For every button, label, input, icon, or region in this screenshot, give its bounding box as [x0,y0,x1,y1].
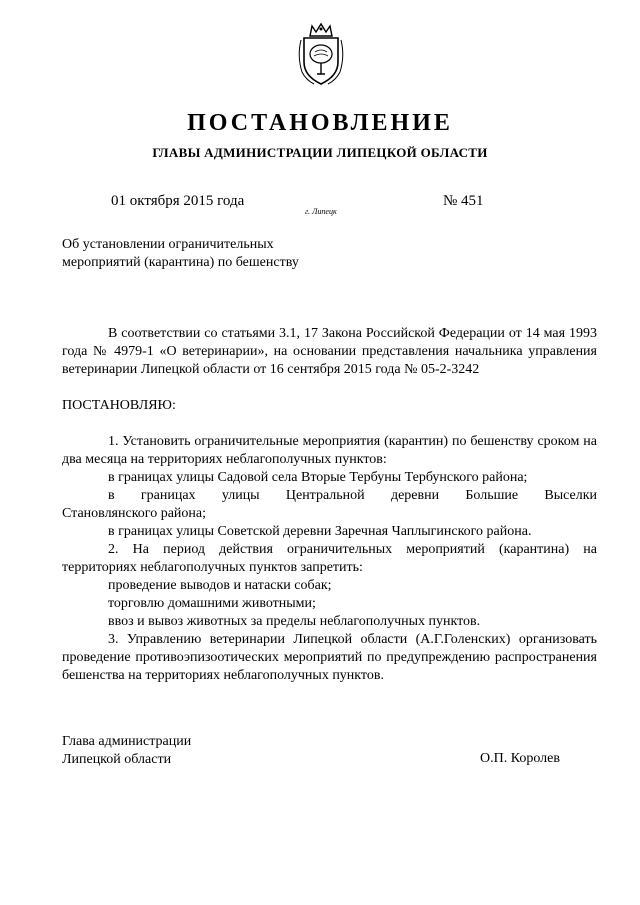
subject-line-1: Об установлении ограничительных [62,237,274,252]
item-2-heading: 2. На период действия ограничительных мероприятий (карантина) на территориях неблагополучных пунктов запретить: [62,542,597,575]
document-subtitle: ГЛАВЫ АДМИНИСТРАЦИИ ЛИПЕЦКОЙ ОБЛАСТИ [152,145,488,160]
item-1-location-b-line-1: в границах улицы Центральной деревни Большие Выселки [108,488,597,503]
signature-position-line-1: Глава администрации [62,734,192,749]
item-2-ban-b: торговлю домашними животными; [108,596,316,611]
document-subject [62,236,362,272]
document-city: г. Липецк [305,207,337,216]
item-1-location-b-line-2: Становлянского района; [62,506,206,521]
decree-items [62,433,597,685]
subject-line-2: мероприятий (карантина) по бешенству [62,255,299,270]
signature-position-line-2: Липецкой области [62,752,172,767]
item-2-ban-c: ввоз и вывоз животных за пределы неблагополучных пунктов. [108,614,481,629]
signature-position [62,733,191,769]
item-2-ban-a: проведение выводов и натаски собак; [108,578,332,593]
document-date: 01 октября 2015 года [111,193,245,209]
coat-of-arms-icon [296,22,346,88]
decree-word: ПОСТАНОВЛЯЮ: [62,398,176,413]
signature-name: О.П. Королев [480,751,560,766]
item-1-location-a: в границах улицы Садовой села Вторые Тербуны Тербунского района; [108,470,528,485]
item-1-location-c: в границах улицы Советской деревни Заречная Чаплыгинского района. [108,524,532,539]
document-title: ПОСТАНОВЛЕНИЕ [187,110,453,136]
item-1-heading: 1. Установить ограничительные мероприятия (карантин) по бешенству сроком на два месяца на территориях неблагополучных пунктов: [62,434,597,467]
document-number: № 451 [443,193,484,209]
preamble-paragraph: В соответствии со статьями 3.1, 17 Закона Российской Федерации от 14 мая 1993 года № 4979-1 «О ветеринарии», на основании представления начальника управления ветеринарии Липецкой области от 16 сентября 2015 года № 05-2-3242 [62,326,597,377]
item-3-heading: 3. Управлению ветеринарии Липецкой области (А.Г.Голенских) организовать проведение противоэпизоотических мероприятий по предупреждению распространения бешенства на территориях неблагополучных пунктов. [62,632,597,683]
